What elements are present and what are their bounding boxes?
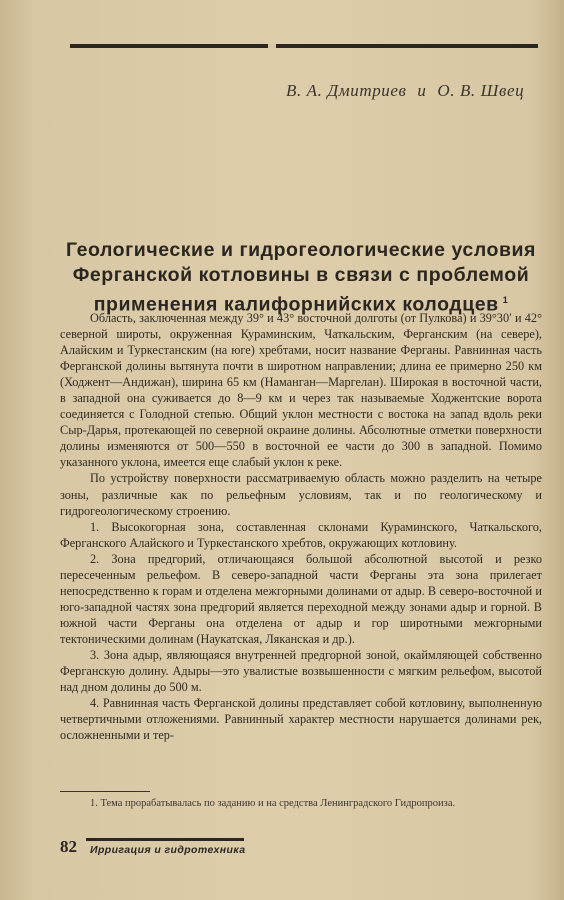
- footnote: [60, 796, 542, 811]
- page-number: 82: [60, 837, 77, 856]
- article-body: [60, 310, 542, 743]
- authors-conjunction: и: [417, 81, 427, 100]
- footnote-mark: 1.: [90, 798, 98, 809]
- article-authors: [286, 81, 546, 101]
- paragraph-zone-2: 2. Зона предгорий, отличающаяся большой абсолютной высотой и резко пересеченным рельефом. В северо-западной части Ферганы эта зона прилегает непосредственно к горам и отделена межгорными долинами от адыр. В северо-восточной и юго-западной частях зона предгорий является переходной между зонами адыр и горной. В южной части Ферганы она отделена от адыр и гор широтными межгорными тектоническими долинам (Наукатская, Ляканская и др.).: [60, 551, 542, 646]
- author-second: О. В. Швец: [437, 81, 525, 100]
- paragraph-zone-4: 4. Равнинная часть Ферганской долины представляет собой котловину, выполненную четвертичными отложениями. Равнинный характер местности нарушается долинами рек, осложненными и тер-: [60, 696, 542, 743]
- footnote-text: Тема прорабатывалась по заданию и на средства Ленинградского Гидропроиза.: [100, 798, 456, 809]
- title-line-2: Ферганской котловины в связи с проблемой: [72, 264, 530, 286]
- header-rule: [70, 44, 538, 48]
- article-title: [60, 238, 542, 318]
- title-line-3: применения калифорнийских колодцев: [93, 293, 499, 316]
- footnote-rule: [60, 791, 150, 792]
- paragraph-zone-3: 3. Зона адыр, являющаяся внутренней предгорной зоной, окаймляющей собственно Ферганскую долину. Адыры—это увалистые возвышенности с мягким рельефом, высотой над дном долины до 500 м.: [60, 647, 542, 695]
- title-footnote-mark: 1: [502, 295, 509, 305]
- paragraph-intro: Область, заключенная между 39° и 43° восточной долготы (от Пулкова) и 39°30′ и 42° северной широты, окруженная Кураминским, Чаткальским, Ферганским (на севере), Алайским и Туркестанским (на юге) хребтами, носит название Ферганы. Равнинная часть Ферганской долины вытянута почти в широтном направлении; длина ее примерно 250 км (Ходжент—Андижан), ширина 65 км (Наманган—Маргелан). Широкая в восточной части, в западной она суживается до 8—9 км и через так называемые Ходжентские ворота соединяется с Голодной степью. Общий уклон местности с востока на запад вдоль реки Сыр-Дарья, протекающей по северной окраине долины. Абсолютные отметки поверхности долины изменяются от 500—550 в восточной ее части до 300 в западной. Помимо указанного уклона, имеется еще слабый уклон к реке.: [60, 311, 542, 470]
- paragraph-zone-1: 1. Высокогорная зона, составленная склонами Кураминского, Чаткальского, Ферганского Алайского и Туркестанского хребтов, окружающих котловину.: [60, 519, 542, 550]
- journal-name: Ирригация и гидротехника: [90, 844, 246, 856]
- paragraph-zones: По устройству поверхности рассматриваемую область можно разделить на четыре зоны, различные как по рельефным условиям, так и по геологическому и гидрогеологическому строению.: [60, 471, 542, 518]
- header-rule-gap: [268, 44, 276, 48]
- title-line-1: Геологические и гидрогеологические условия: [66, 239, 536, 261]
- author-first: В. А. Дмитриев: [286, 81, 407, 100]
- footer-rule: [86, 838, 244, 841]
